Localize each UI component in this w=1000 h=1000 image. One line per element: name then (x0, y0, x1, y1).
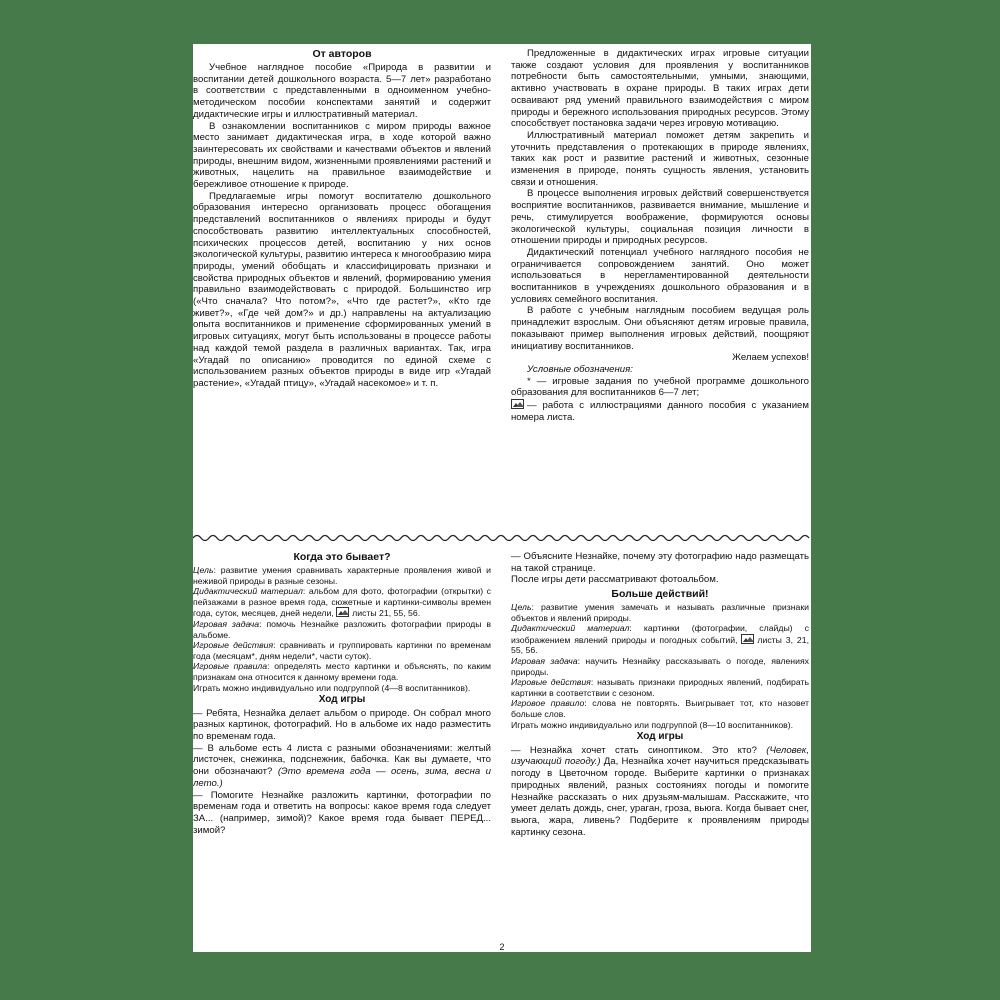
course-title: Ход игры (318, 694, 366, 706)
rules: Игровое правило: слова не повторять. Выигрывает тот, кто назовет больше слов. (511, 698, 809, 720)
book-page (193, 44, 811, 952)
paragraph: Предлагаемые игры помогут воспитателю дошкольного образования интересно организовать процесс обогащения представлений воспитанников о явлениях природы и будут способствовать развитию интеллектуальных способностей, психических процессов детей, воспитанию у них основ экологической культуры, развитию интереса к многообразию мира природы, умений обобщать и классифицировать признаки и свойства природных объектов и явлений, формированию умения правильно взаимодействовать с природой. Большинство игр («Что сначала? Что потом?», «Что где растет?», «Кто где живет?», «Где чей дом?» и др.) направлены на актуализацию опыта воспитанников и применение сформированных умений в игровых ситуациях, могут быть использованы в процессе работы над каждой темой раздела в различных вариантах. Так, игра «Угадай по описанию» проводится по единой схеме с использованием разных объектов природы в виде игр «Угадай растение», «Угадай птицу», «Угадай насекомое» и т. п. (193, 190, 491, 389)
illustration-icon (741, 634, 754, 644)
goal: Цель: развитие умения замечать и называть различные признаки объектов и явлений природы. (511, 602, 809, 623)
illustration-icon (511, 399, 524, 409)
legend-label: Условные обозначения: (527, 363, 633, 375)
intro-column-right (511, 48, 809, 532)
paragraph: Предложенные в дидактических играх игровые ситуации также создают условия для проявления у воспитанников потребности быть самостоятельными, умными, знающими, активно участвовать в охране природы. В таких играх дети осваивают ряд умений правильного взаимодействия с миром природы и бережного использования природных ресурсов. Этому способствует постановка задачи через игровую мотивацию. (511, 48, 809, 130)
paragraph: Учебное наглядное пособие «Природа в развитии и воспитании детей дошкольного возраста. 5—7 лет» разработано в соответствии с представленными в одноименном учебно-методическом пособии конспектами занятий и содержит дидактические игры и иллюстративный материал. (193, 62, 491, 120)
game-column-right (511, 551, 809, 943)
material: Дидактический материал: картинки (фотографии, слайды) с изображением явлений природы и погодных событий, листы 3, 21, 55, 56. (511, 623, 809, 656)
actions: Игровые действия: сравнивать и группировать картинки по временам года (месяцам*, дням недели*, части суток). (193, 640, 491, 661)
paragraph: Иллюстративный материал поможет детям закрепить и уточнить представления о протекающих в природе явлениях, таких как рост и развитие растений и животных, сезонные изменения в природе, понять сущность явления, установить связи и отношения. (511, 129, 809, 188)
legend-star: * — игровые задания по учебной программе дошкольного образования для воспитанников 6—7 лет; (511, 375, 809, 399)
paragraph: В ознакомлении воспитанников с миром природы важное место занимает дидактическая игра, в ходе которой важно заинтересовать их свойствами и качествами объектов и явлений природы, внешним видом, жизненными проявлениями растений и животных, нацелить на правильное взаимодействие и бережливое отношение к природе. (193, 120, 491, 191)
material: Дидактический материал: альбом для фото, фотографии (открытки) с пейзажами в разное время года, сюжетные и картинки-символы времен года, суток, месяцев, дней недели, листы 21, 55, 56. (193, 586, 491, 619)
task: Игровая задача: научить Незнайку рассказывать о погоде, явлениях природы. (511, 656, 809, 677)
game-title-when: Когда это бывает? (293, 551, 391, 563)
course-paragraph: — Ребята, Незнайка делает альбом о природе. Он собрал много разных картинок, фотографий. Но в альбоме их надо разместить по временам года. (193, 707, 491, 743)
course-paragraph: — Объясните Незнайке, почему эту фотографию надо размещать на такой странице. (511, 551, 809, 574)
closing-wish: Желаем успехов! (732, 352, 809, 364)
course-paragraph: — Незнайка хочет стать синоптиком. Это кто? (Человек, изучающий погоду.) Да, Незнайка хочет научиться предсказывать погоду в Цветочном городе. Выберите картинки о признаках природных явлений, разных состояниях погоды и помогите Незнайке рассказать о них друзьям-малышам. Расскажите, что умеет делать дождь, снег, ураган, гроза, вьюга. Когда бывает снег, вьюга, жара, ливень? Подберите к проявлениям природы картинку сезона. (511, 744, 809, 838)
play-mode: Играть можно индивидуально или подгруппой (8—10 воспитанников). (511, 719, 794, 730)
rules: Игровые правила: определять место картинки и объяснять, по каким признакам она относится к данному времени года. (193, 661, 491, 682)
game-title-more-actions: Больше действий! (611, 588, 709, 601)
intro-column-left (193, 48, 491, 532)
goal: Цель: развитие умения сравнивать характерные проявления живой и неживой природы в разные сезоны. (193, 565, 491, 586)
section-title-authors: От авторов (312, 48, 372, 60)
paragraph: В процессе выполнения игровых действий совершенствуется восприятие воспитанников, развивается внимание, мышление и речь, стимулируется воображение, формируются основы экологической культуры, социальная позиция личности в отношении природы и природных ресурсов. (511, 188, 809, 247)
play-mode: Играть можно индивидуально или подгруппой (4—8 воспитанников). (193, 682, 471, 693)
task: Игровая задача: помочь Незнайке разложить фотографии природы в альбоме. (193, 618, 491, 640)
wavy-divider (193, 532, 811, 544)
illustration-icon (336, 607, 349, 617)
paragraph: Дидактический потенциал учебного наглядного пособия не ограничивается сопровождением занятий. Оно может использоваться в нерегламентированной деятельности воспитанников в учреждениях дошкольного образования и в условиях семейного воспитания. (511, 246, 809, 305)
actions: Игровые действия: называть признаки природных явлений, подбирать картинки в соответствии с сезоном. (511, 677, 809, 698)
course-title: Ход игры (636, 731, 684, 743)
course-paragraph: — Помогите Незнайке разложить картинки, фотографии по временам года и ответить на вопросы: какое время года следует ЗА... (например, зимой)? Какое время года бывает ПЕРЕД... зимой? (193, 789, 491, 836)
legend-icon-line: — работа с иллюстрациями данного пособия с указанием номера листа. (511, 400, 809, 423)
game-column-left (193, 551, 491, 943)
page-number: 2 (499, 942, 505, 952)
course-paragraph: После игры дети рассматривают фотоальбом. (511, 574, 719, 586)
paragraph: В работе с учебным наглядным пособием ведущая роль принадлежит взрослым. Они объясняют детям игровые правила, показывают пример выполнения игровых действий, поощряют инициативу воспитанников. (511, 305, 809, 352)
course-paragraph: — В альбоме есть 4 листа с разными обозначениями: желтый листочек, снежинка, подснежник, бабочка. Как вы думаете, что они обозначают? (Это времена года — осень, зима, весна и лето.) (193, 742, 491, 789)
